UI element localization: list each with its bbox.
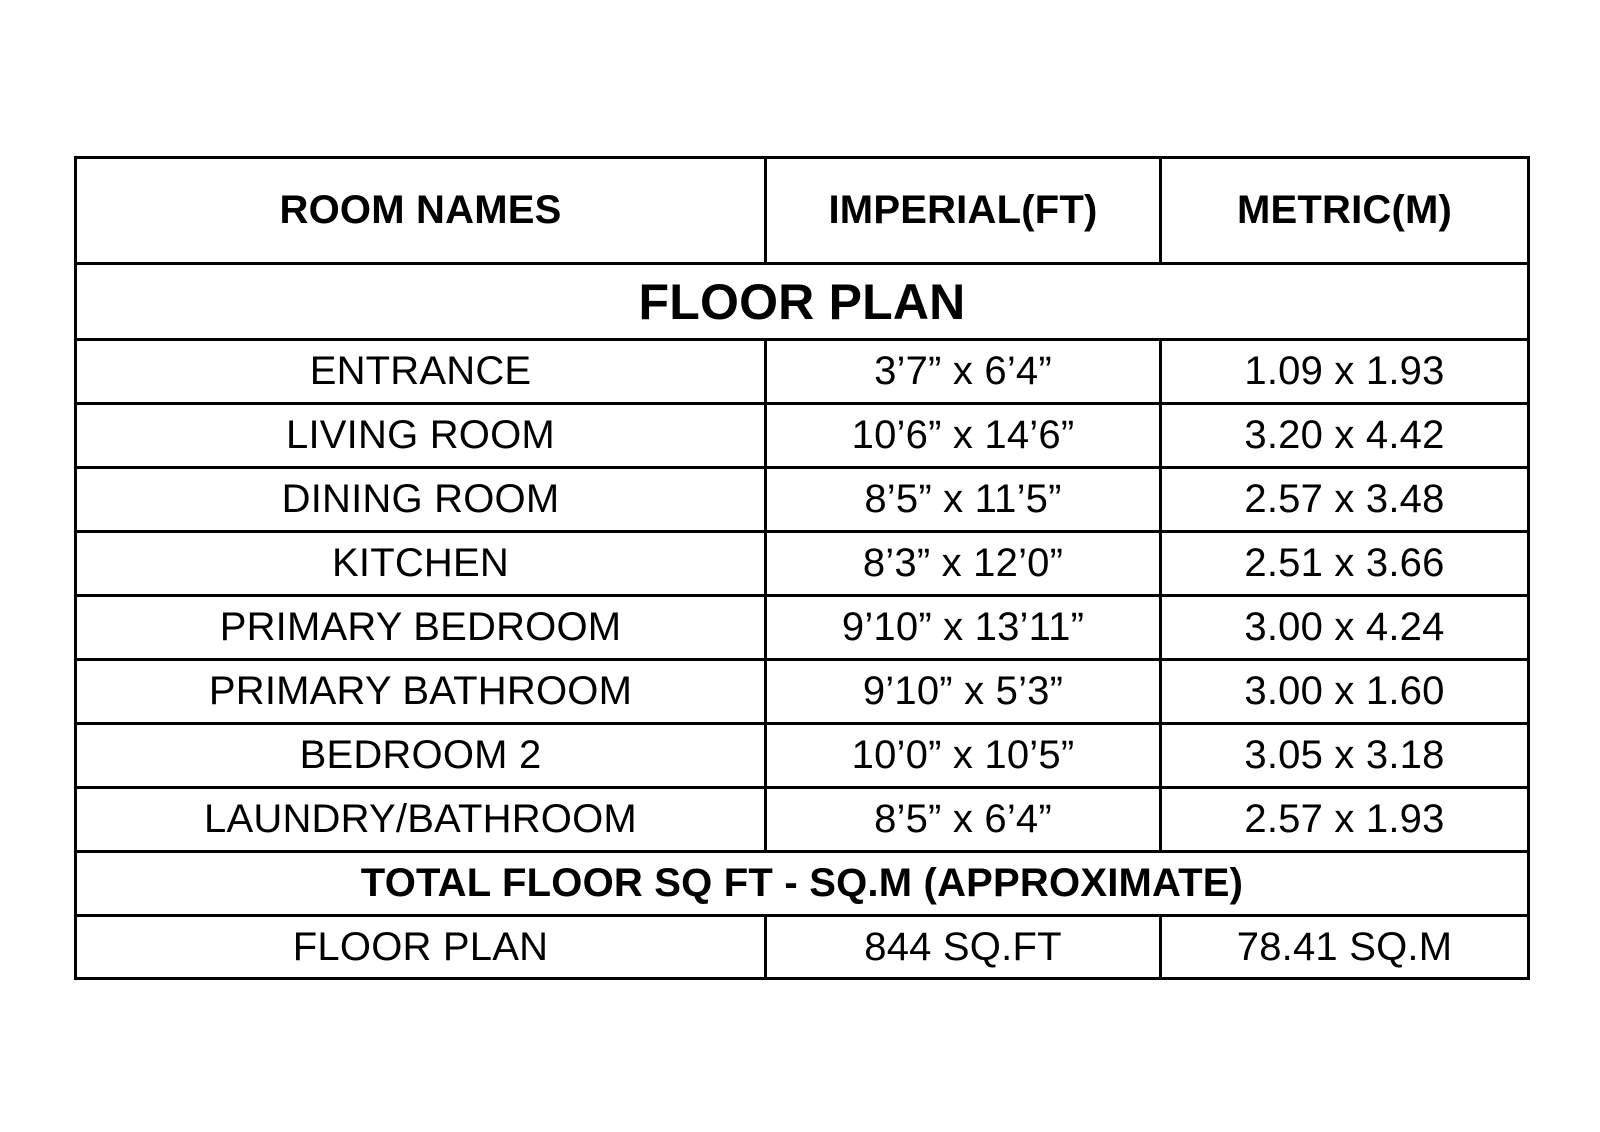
- header-imperial: IMPERIAL(FT): [767, 159, 1162, 265]
- room-imperial: 8’5” x 6’4”: [767, 789, 1162, 853]
- room-metric: 3.20 x 4.42: [1162, 405, 1527, 469]
- room-imperial: 8’3” x 12’0”: [767, 533, 1162, 597]
- total-name: FLOOR PLAN: [77, 917, 767, 977]
- room-metric: 3.00 x 1.60: [1162, 661, 1527, 725]
- room-imperial: 10’6” x 14’6”: [767, 405, 1162, 469]
- room-imperial: 10’0” x 10’5”: [767, 725, 1162, 789]
- room-name: DINING ROOM: [77, 469, 767, 533]
- room-name: ENTRANCE: [77, 341, 767, 405]
- room-metric: 3.05 x 3.18: [1162, 725, 1527, 789]
- total-imperial: 844 SQ.FT: [767, 917, 1162, 977]
- room-imperial: 9’10” x 5’3”: [767, 661, 1162, 725]
- room-imperial: 3’7” x 6’4”: [767, 341, 1162, 405]
- room-name: PRIMARY BATHROOM: [77, 661, 767, 725]
- room-metric: 3.00 x 4.24: [1162, 597, 1527, 661]
- room-dimensions-table: [74, 156, 1530, 980]
- header-metric: METRIC(M): [1162, 159, 1527, 265]
- room-metric: 2.57 x 1.93: [1162, 789, 1527, 853]
- room-metric: 2.51 x 3.66: [1162, 533, 1527, 597]
- header-room-names: ROOM NAMES: [77, 159, 767, 265]
- room-name: LIVING ROOM: [77, 405, 767, 469]
- room-imperial: 8’5” x 11’5”: [767, 469, 1162, 533]
- room-name: KITCHEN: [77, 533, 767, 597]
- room-name: BEDROOM 2: [77, 725, 767, 789]
- room-name: PRIMARY BEDROOM: [77, 597, 767, 661]
- room-imperial: 9’10” x 13’11”: [767, 597, 1162, 661]
- total-metric: 78.41 SQ.M: [1236, 924, 1453, 969]
- section-title-floor-plan: FLOOR PLAN: [77, 265, 1527, 341]
- room-metric: 1.09 x 1.93: [1162, 341, 1527, 405]
- total-heading: TOTAL FLOOR SQ FT - SQ.M (APPROXIMATE): [77, 853, 1527, 917]
- room-name: LAUNDRY/BATHROOM: [77, 789, 767, 853]
- room-metric: 2.57 x 3.48: [1162, 469, 1527, 533]
